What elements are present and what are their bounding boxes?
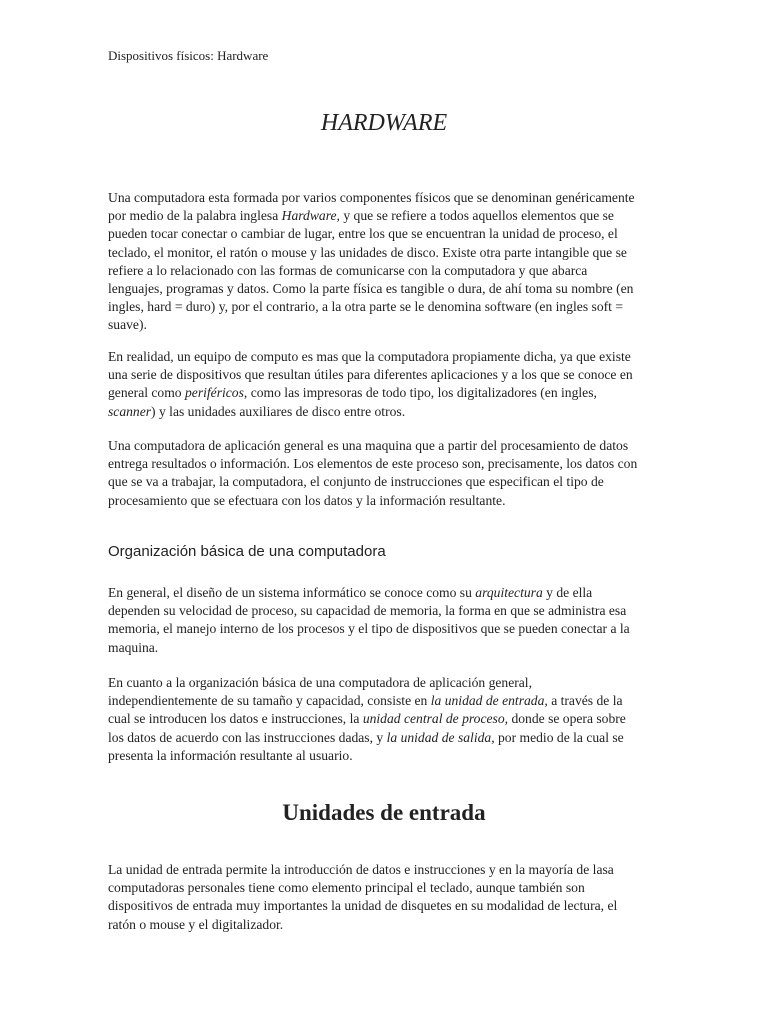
text-fragment: por medio de la palabra inglesa xyxy=(108,208,282,224)
text-line: La unidad de entrada permite la introducción de datos e instrucciones y en la mayoría de lasa xyxy=(108,862,614,877)
text-line: Una computadora esta formada por varios componentes físicos que se denominan genéricamente xyxy=(108,190,635,205)
term-unidad-de-entrada: la unidad de entrada, xyxy=(430,693,548,709)
intro-paragraph-1 xyxy=(108,189,708,335)
text-fragment: , por medio de la cual se xyxy=(491,729,624,745)
text-fragment: general como xyxy=(108,385,185,401)
text-line xyxy=(108,692,708,710)
text-line: presenta la información resultante al usuario. xyxy=(108,747,353,763)
text-line xyxy=(108,403,708,421)
text-line: ratón o mouse y el digitalizador. xyxy=(108,916,284,932)
text-line: dependen su velocidad de proceso, su capacidad de memoria, la forma en que se administra esa xyxy=(108,603,627,619)
page-title: HARDWARE xyxy=(320,110,448,136)
text-line: ingles, hard = duro) y, por el contrario, a la otra parte se le denomina software (en ingles soft = xyxy=(108,299,623,315)
organizacion-paragraph-1 xyxy=(108,584,708,657)
text-line: que se va a trabajar, la computadora, el conjunto de instrucciones que especifican el tipo de xyxy=(108,474,604,490)
organizacion-paragraph-2 xyxy=(108,674,708,765)
text-line: teclado, el monitor, el ratón o mouse y las unidades de disco. Existe otra parte intangible que se xyxy=(108,244,627,260)
text-fragment: a través de la xyxy=(547,693,623,709)
text-line: Una computadora de aplicación general es una maquina que a partir del procesamiento de datos xyxy=(108,438,629,453)
text-fragment: los datos de acuerdo con las instrucciones dadas, y xyxy=(108,729,387,745)
section-heading-organizacion: Organización básica de una computadora xyxy=(108,543,386,560)
term-hardware: Hardware, xyxy=(281,208,340,224)
text-line: maquina. xyxy=(108,639,159,655)
text-fragment: En general, el diseño de un sistema informático se conoce como su xyxy=(108,585,476,600)
section-title-unidades-de-entrada: Unidades de entrada xyxy=(282,800,486,825)
term-unidad-de-salida: la unidad de salida xyxy=(386,729,492,745)
text-fragment: donde se opera sobre xyxy=(508,711,626,727)
term-arquitectura: arquitectura xyxy=(475,585,543,600)
text-fragment: y que se refiere a todos aquellos elementos que se xyxy=(339,208,614,224)
text-fragment: y de ella xyxy=(542,585,593,600)
term-unidad-central-de-proceso: unidad central de proceso, xyxy=(362,711,509,727)
intro-paragraph-3 xyxy=(108,437,708,510)
text-line: refiere a lo relacionado con las formas de comunicarse con la computadora y que abarca xyxy=(108,262,588,278)
text-fragment: ) y las unidades auxiliares de disco entre otros. xyxy=(151,403,406,419)
text-line: una serie de dispositivos que resultan útiles para diferentes aplicaciones y a los que se conoce en xyxy=(108,367,633,383)
text-line: computadoras personales tiene como elemento principal el teclado, aunque también son xyxy=(108,880,585,896)
text-line xyxy=(108,729,708,747)
term-perifericos: periféricos xyxy=(185,385,244,401)
text-line xyxy=(108,384,708,402)
text-line xyxy=(108,207,708,225)
text-fragment: , como las impresoras de todo tipo, los digitalizadores (en ingles, xyxy=(243,385,597,401)
text-line: pueden tocar conectar o cambiar de lugar, entre los que se encuentran la unidad de proceso, el xyxy=(108,226,618,242)
text-line xyxy=(108,710,708,728)
text-line: suave). xyxy=(108,317,147,333)
text-line: En realidad, un equipo de computo es mas que la computadora propiamente dicha, ya que existe xyxy=(108,349,631,364)
unidades-paragraph-1 xyxy=(108,861,708,934)
intro-paragraph-2 xyxy=(108,348,708,421)
text-fragment: cual se introducen los datos e instrucciones, la xyxy=(108,711,363,727)
running-header: Dispositivos físicos: Hardware xyxy=(108,48,269,63)
term-scanner: scanner xyxy=(108,403,152,419)
text-line: entrega resultados o información. Los elementos de este proceso son, precisamente, los datos con xyxy=(108,456,638,472)
text-line: lenguajes, programas y datos. Como la parte física es tangible o dura, de ahí toma su nombre (en xyxy=(108,281,634,297)
text-line: dispositivos de entrada muy importantes la unidad de disquetes en su modalidad de lectura, el xyxy=(108,898,618,914)
text-line: En cuanto a la organización básica de una computadora de aplicación general, xyxy=(108,675,532,690)
text-line: memoria, el manejo interno de los procesos y el tipo de dispositivos que se pueden conectar a la xyxy=(108,621,630,637)
text-fragment: independientemente de su tamaño y capacidad, consiste en xyxy=(108,693,431,709)
text-line: procesamiento que se efectuara con los datos y la información resultante. xyxy=(108,492,506,508)
text-line xyxy=(108,584,708,602)
